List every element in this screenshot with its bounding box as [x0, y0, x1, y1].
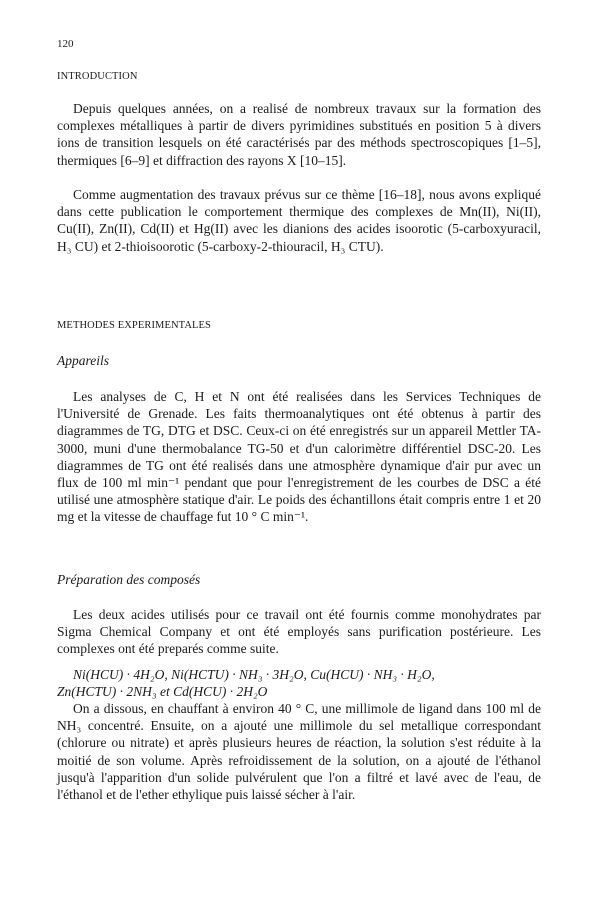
subsection-title-appareils: Appareils	[57, 353, 109, 368]
compound-formula-line-2: Zn(HCTU) · 2NH₃ et Cd(HCU) · 2H₂O	[57, 684, 268, 699]
section-heading-introduction: INTRODUCTION	[57, 71, 138, 82]
introduction-paragraph-1: Depuis quelques années, on a realisé de nombreux travaux sur la formation des complexes métalliques à partir de divers pyrimidines substitués en position 5 à divers ions de transition lesquels on été caractérisés par des méthods spectroscopiques [1–5], thermiques [6–9] et diffraction des rayons X [10–15].	[57, 101, 541, 168]
section-heading-methods: METHODES EXPERIMENTALES	[57, 320, 211, 331]
appareils-paragraph: Les analyses de C, H et N ont été realisées dans les Services Techniques de l'Université de Grenade. Les faits thermoanalytiques ont été obtenus à partir des diagrammes de TG, DTG et DSC. Ceux-ci on été enregistrés sur un appareil Mettler TA-3000, muni d'une thermobalance TG-50 et d'un calorimètre différentiel DSC-20. Les diagrammes de TG ont été realisés dans une atmosphère dynamique d'air pur avec un flux de 100 ml min⁻¹ pendant que pour l'enregistrement de les courbes de DSC a été utilisé une atmosphère statique d'air. Le poids des échantillons était compris entre 1 et 20 mg et la vitesse de chauffage fut 10 ° C min⁻¹.	[57, 389, 541, 525]
subsection-title-preparation: Préparation des composés	[57, 572, 201, 587]
page-number: 120	[57, 38, 74, 50]
introduction-paragraph-2: Comme augmentation des travaux prévus sur ce thème [16–18], nous avons expliqué dans cette publication le comportement thermique des complexes de Mn(II), Ni(II), Cu(II), Zn(II), Cd(II) et Hg(II) avec les dianions des acides isoorotic (5-carboxyuracil, H₃ CU) et 2-thioisoorotic (5-carboxy-2-thiouracil, H₃ CTU).	[57, 187, 541, 254]
preparation-paragraph-1: Les deux acides utilisés pour ce travail ont été fournis comme monohydrates par Sigma Chemical Company et ont été employés sans purification postérieure. Les complexes ont été preparés comme suite.	[57, 607, 541, 657]
preparation-paragraph-2: On a dissous, en chauffant à environ 40 ° C, une millimole de ligand dans 100 ml de NH₃ concentré. Ensuite, on a ajouté une millimole du sel metallique correspondant (chlorure ou nitrate) et après plusieurs heures de réaction, la solution s'est réduite à la moitié de son volume. Après refroidissement de la solution, on a ajouté de l'éthanol jusqu'à l'apparition d'un solide pulvérulent que l'on a filtré et lavé avec de l'eau, de l'éthanol et de l'ether ethylique puis laissé sécher à l'air.	[57, 701, 541, 803]
compound-formula-line-1: Ni(HCU) · 4H₂O, Ni(HCTU) · NH₃ · 3H₂O, Cu(HCU) · NH₃ · H₂O,	[73, 667, 435, 682]
